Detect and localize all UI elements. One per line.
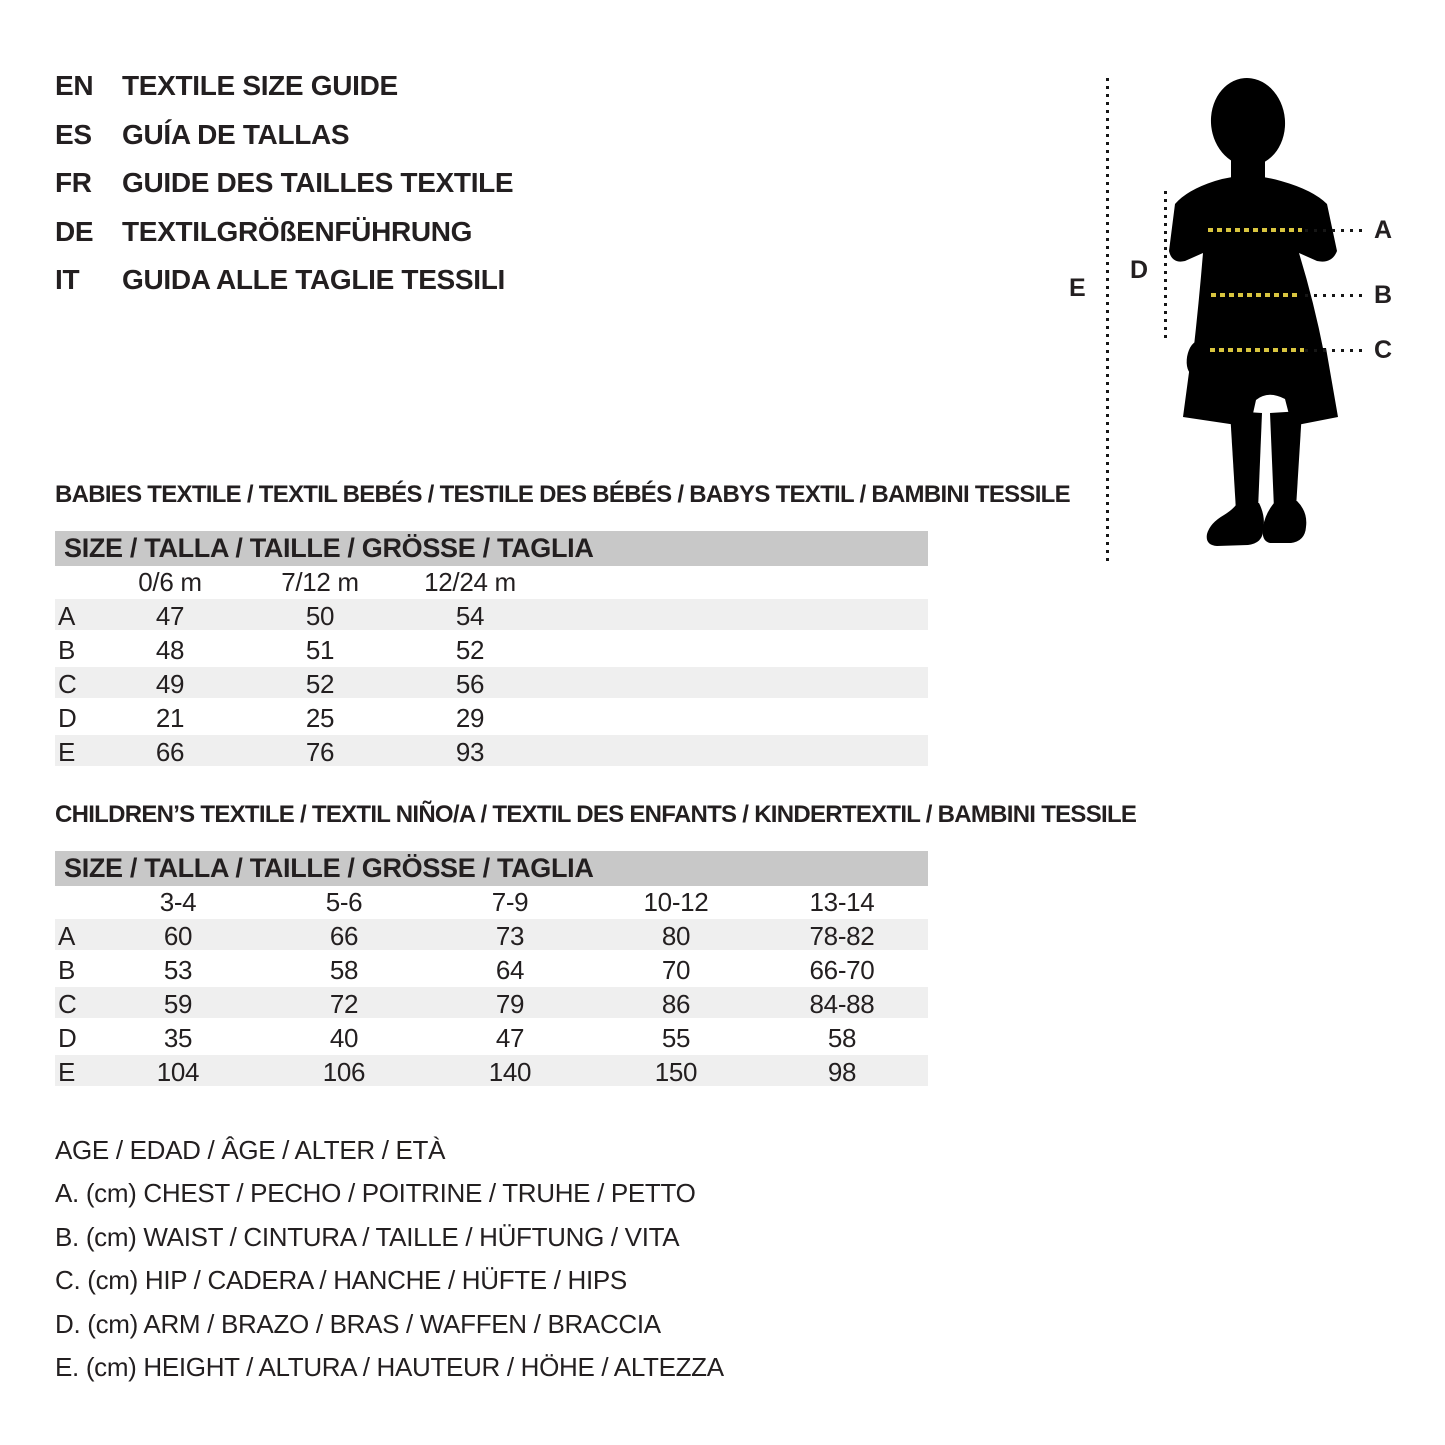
chest-measure-dash-A bbox=[1208, 228, 1302, 232]
babies-size-header-bar: SIZE / TALLA / TAILLE / GRÖSSE / TAGLIA bbox=[55, 531, 928, 566]
lang-code-es: ES bbox=[55, 118, 92, 150]
label-E: E bbox=[1069, 274, 1086, 302]
legend-chest-A: A. (cm) CHEST / PECHO / POITRINE / TRUHE / PETTO bbox=[55, 1178, 696, 1209]
cell: 48 bbox=[155, 635, 185, 665]
row-label: D bbox=[58, 1023, 77, 1053]
children-col-header-2: 7-9 bbox=[491, 887, 529, 917]
legend-arm-D: D. (cm) ARM / BRAZO / BRAS / WAFFEN / BRACCIA bbox=[55, 1308, 661, 1339]
label-D: D bbox=[1130, 256, 1148, 284]
cell: 53 bbox=[163, 955, 193, 985]
row-label: C bbox=[58, 669, 77, 699]
babies-section-title: BABIES TEXTILE / TEXTIL BEBÉS / TESTILE DES BÉBÉS / BABYS TEXTIL / BAMBINI TESSILE bbox=[55, 481, 1070, 508]
cell: 25 bbox=[305, 703, 335, 733]
cell: 58 bbox=[827, 1023, 857, 1053]
row-label: C bbox=[58, 989, 77, 1019]
cell: 52 bbox=[305, 669, 335, 699]
cell: 70 bbox=[661, 955, 691, 985]
babies-col-header-1: 7/12 m bbox=[281, 567, 359, 597]
cell: 47 bbox=[495, 1023, 525, 1053]
children-column-header-row bbox=[55, 886, 928, 919]
cell: 47 bbox=[155, 601, 185, 631]
row-label: B bbox=[58, 955, 76, 985]
babies-row-A bbox=[55, 599, 928, 633]
cell: 98 bbox=[827, 1057, 857, 1087]
babies-column-header-row bbox=[55, 566, 928, 599]
cell: 55 bbox=[661, 1023, 691, 1053]
children-col-header-4: 13-14 bbox=[809, 887, 875, 917]
cell: 59 bbox=[163, 989, 193, 1019]
cell: 140 bbox=[488, 1057, 532, 1087]
legend-height-E: E. (cm) HEIGHT / ALTURA / HAUTEUR / HÖHE / ALTEZZA bbox=[55, 1352, 724, 1383]
cell: 40 bbox=[329, 1023, 359, 1053]
measurement-legend bbox=[55, 1129, 724, 1389]
height-measure-line-E bbox=[1106, 78, 1109, 562]
legend-waist-B: B. (cm) WAIST / CINTURA / TAILLE / HÜFTUNG / VITA bbox=[55, 1221, 680, 1252]
cell: 79 bbox=[495, 989, 525, 1019]
row-label: E bbox=[58, 737, 76, 767]
cell: 66 bbox=[155, 737, 185, 767]
cell: 64 bbox=[495, 955, 525, 985]
children-col-header-1: 5-6 bbox=[325, 887, 363, 917]
cell: 104 bbox=[156, 1057, 200, 1087]
children-row-E bbox=[55, 1055, 928, 1089]
cell: 56 bbox=[455, 669, 485, 699]
cell: 60 bbox=[163, 921, 193, 951]
lang-code-en: EN bbox=[55, 70, 94, 101]
waist-measure-dots-B bbox=[1305, 294, 1363, 297]
cell: 84-88 bbox=[809, 989, 875, 1019]
lang-title-en: TEXTILE SIZE GUIDE bbox=[122, 70, 398, 101]
children-col-header-3: 10-12 bbox=[643, 887, 709, 917]
label-B: B bbox=[1374, 281, 1392, 309]
child-silhouette-icon bbox=[1065, 65, 1375, 575]
cell: 35 bbox=[163, 1023, 193, 1053]
cell: 52 bbox=[455, 635, 485, 665]
hip-measure-dots-C bbox=[1305, 349, 1363, 352]
children-row-C bbox=[55, 987, 928, 1021]
row-label: D bbox=[58, 703, 77, 733]
cell: 78-82 bbox=[809, 921, 875, 951]
children-row-D bbox=[55, 1021, 928, 1055]
row-label: B bbox=[58, 635, 76, 665]
children-row-A bbox=[55, 919, 928, 953]
cell: 150 bbox=[654, 1057, 698, 1087]
babies-row-D bbox=[55, 701, 928, 735]
label-C: C bbox=[1374, 336, 1392, 364]
children-size-table bbox=[55, 851, 928, 1089]
cell: 93 bbox=[455, 737, 485, 767]
lang-title-it: GUIDA ALLE TAGLIE TESSILI bbox=[122, 264, 505, 295]
cell: 73 bbox=[495, 921, 525, 951]
row-label: A bbox=[58, 601, 76, 631]
row-label: A bbox=[58, 921, 76, 951]
child-silhouette-shapes bbox=[1169, 75, 1338, 546]
cell: 72 bbox=[329, 989, 359, 1019]
cell: 66-70 bbox=[809, 955, 875, 985]
babies-row-B bbox=[55, 633, 928, 667]
lang-title-fr: GUIDE DES TAILLES TEXTILE bbox=[122, 167, 514, 198]
lang-title-de: TEXTILGRÖßENFÜHRUNG bbox=[122, 215, 473, 247]
arm-measure-line-D bbox=[1164, 191, 1167, 343]
children-row-B bbox=[55, 953, 928, 987]
lang-title-es: GUÍA DE TALLAS bbox=[122, 118, 350, 150]
cell: 21 bbox=[155, 703, 185, 733]
cell: 106 bbox=[322, 1057, 366, 1087]
cell: 80 bbox=[661, 921, 691, 951]
cell: 86 bbox=[661, 989, 691, 1019]
lang-code-it: IT bbox=[55, 264, 80, 295]
children-size-header-bar: SIZE / TALLA / TAILLE / GRÖSSE / TAGLIA bbox=[55, 851, 928, 886]
cell: 58 bbox=[329, 955, 359, 985]
children-col-header-0: 3-4 bbox=[159, 887, 197, 917]
babies-col-header-0: 0/6 m bbox=[138, 567, 202, 597]
babies-col-header-2: 12/24 m bbox=[424, 567, 516, 597]
chest-measure-dots-A bbox=[1305, 229, 1363, 232]
cell: 76 bbox=[305, 737, 335, 767]
lang-code-fr: FR bbox=[55, 167, 92, 198]
children-section-title: CHILDREN’S TEXTILE / TEXTIL NIÑO/A / TEXTIL DES ENFANTS / KINDERTEXTIL / BAMBINI TESSILE bbox=[55, 801, 1137, 828]
legend-age: AGE / EDAD / ÂGE / ALTER / ETÀ bbox=[55, 1135, 446, 1165]
waist-measure-dash-B bbox=[1211, 293, 1299, 297]
cell: 50 bbox=[305, 601, 335, 631]
cell: 29 bbox=[455, 703, 485, 733]
legend-hip-C: C. (cm) HIP / CADERA / HANCHE / HÜFTE / HIPS bbox=[55, 1265, 627, 1296]
cell: 66 bbox=[329, 921, 359, 951]
babies-size-table bbox=[55, 531, 928, 769]
cell: 49 bbox=[155, 669, 185, 699]
babies-row-C bbox=[55, 667, 928, 701]
hip-measure-dash-C bbox=[1210, 348, 1304, 352]
label-A: A bbox=[1374, 216, 1392, 244]
cell: 51 bbox=[305, 635, 335, 665]
row-label: E bbox=[58, 1057, 76, 1087]
babies-row-E bbox=[55, 735, 928, 769]
cell: 54 bbox=[455, 601, 485, 631]
lang-code-de: DE bbox=[55, 215, 94, 247]
